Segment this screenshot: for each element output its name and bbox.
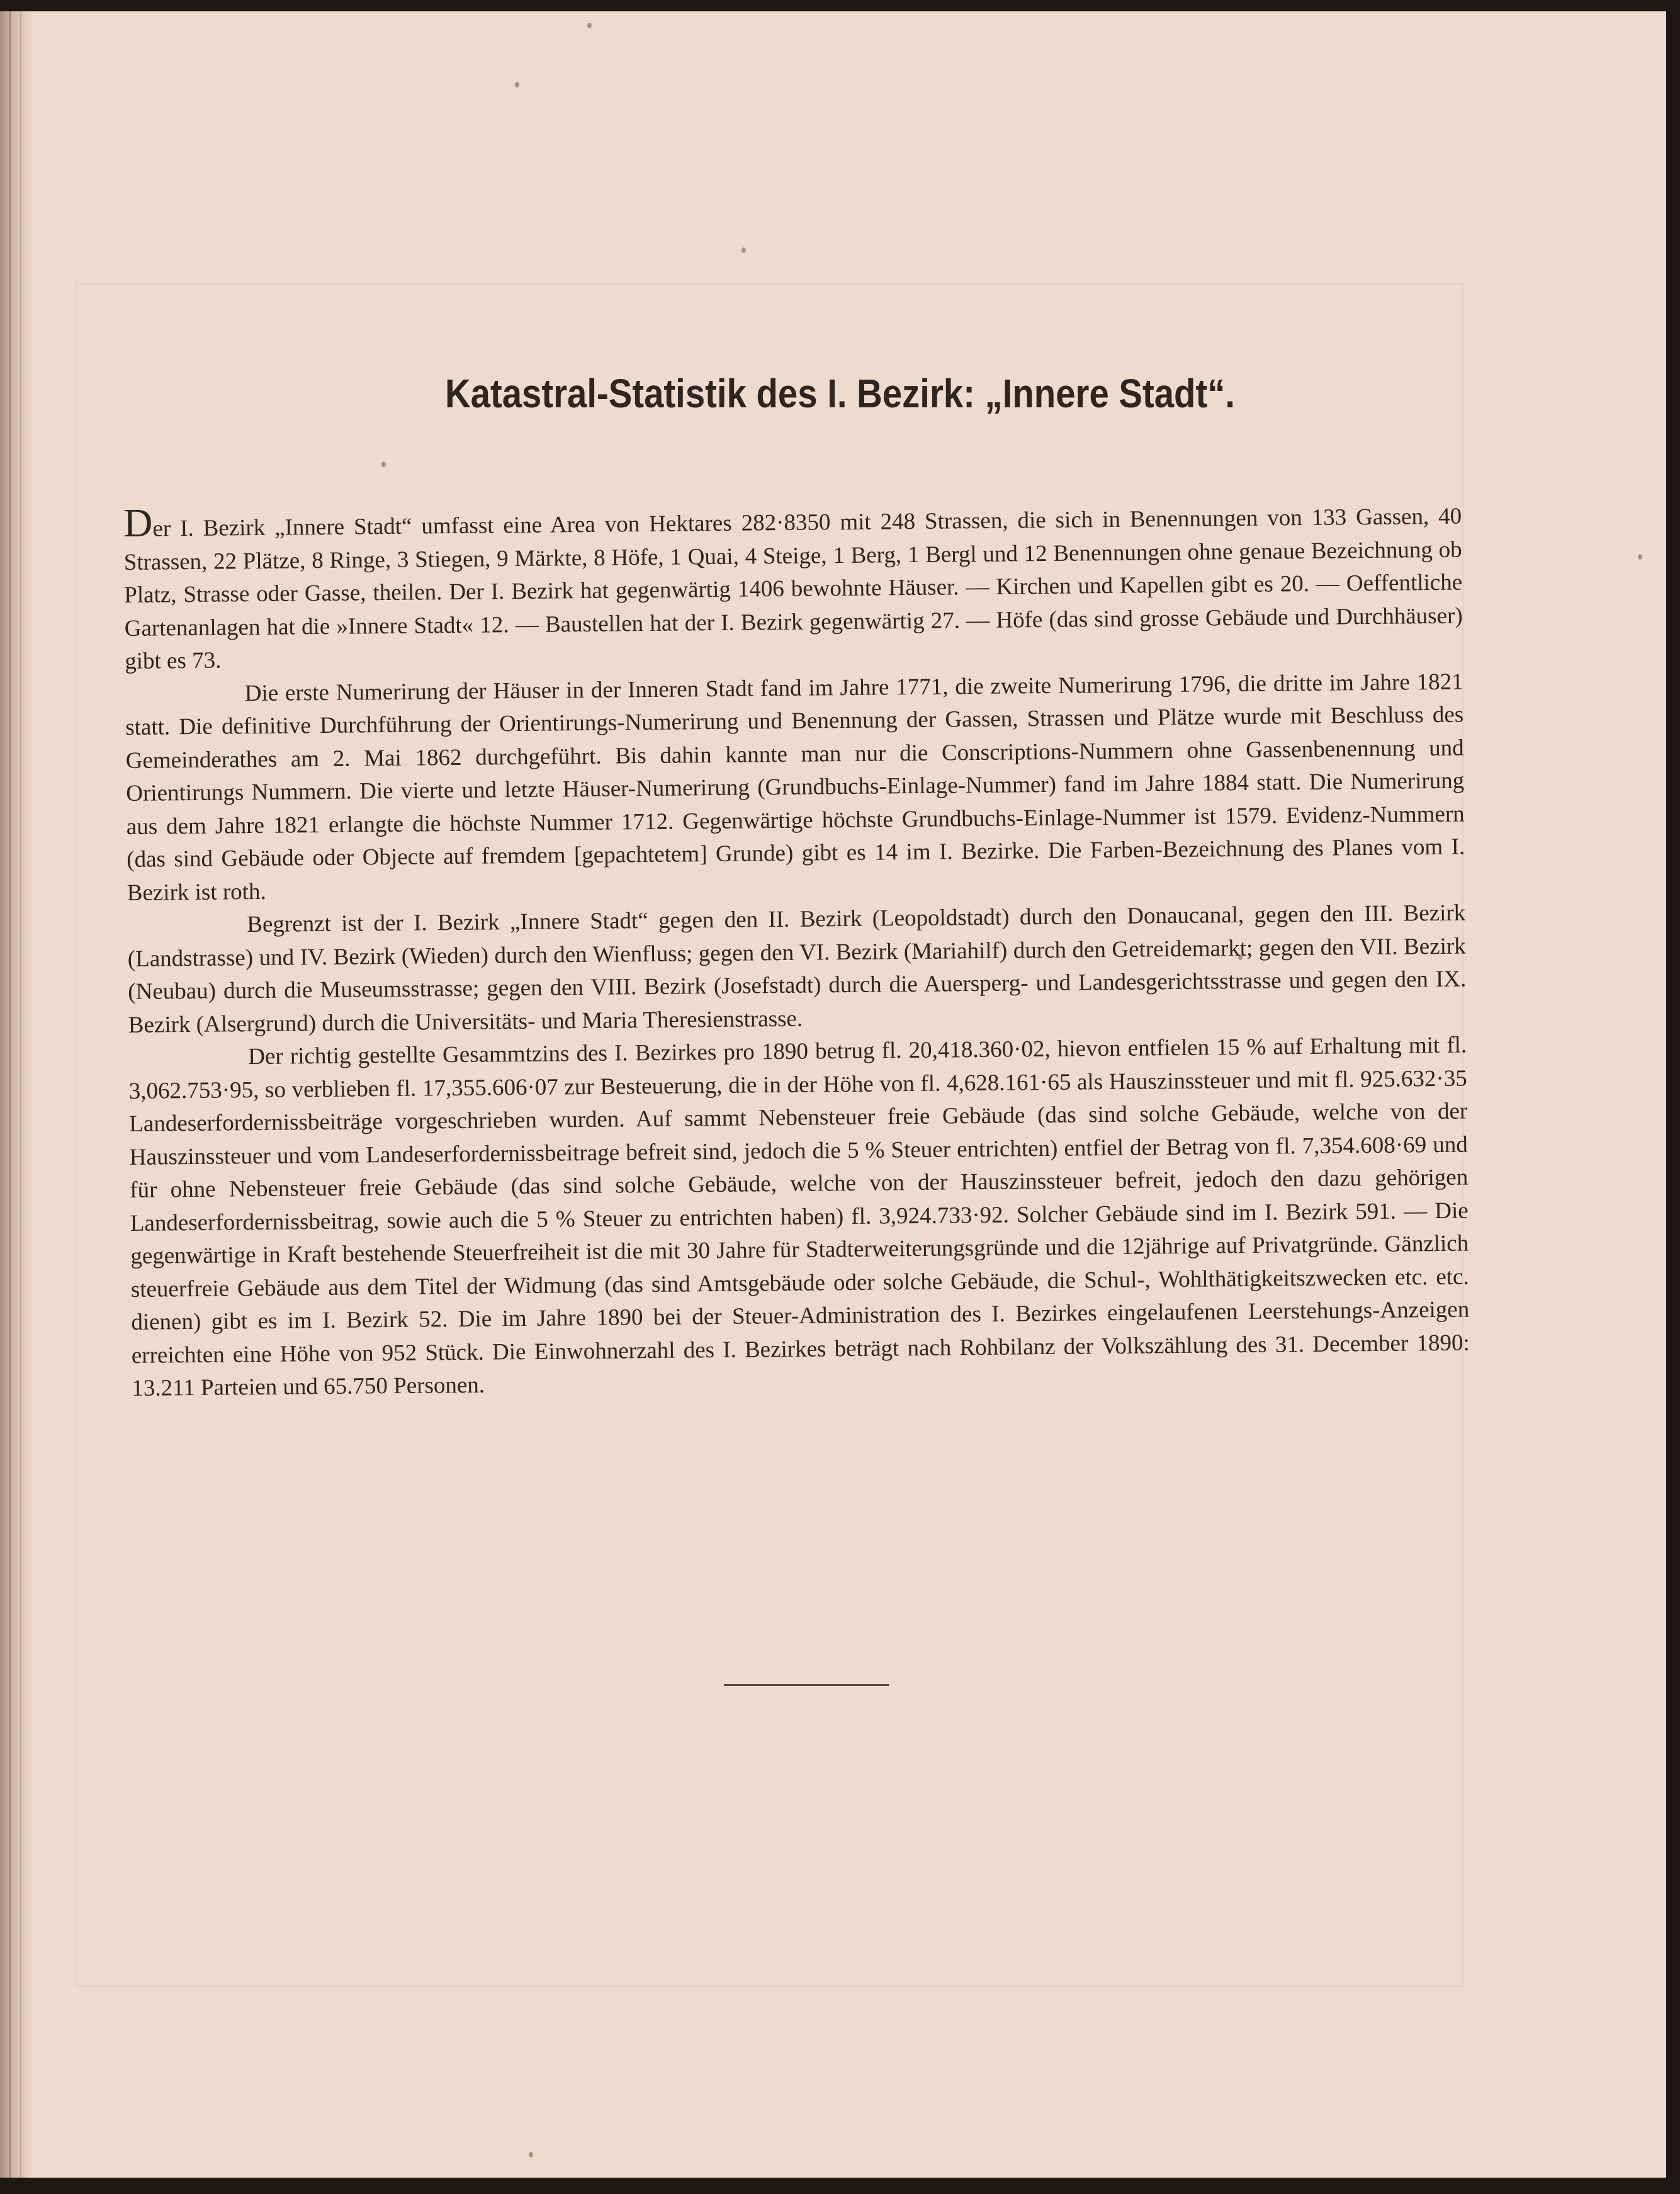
paper-speck: [529, 2152, 533, 2157]
paragraph-text: Begrenzt ist der I. Bezirk „Innere Stadt“ gegen den II. Bezirk (Leopoldstadt) durch den Donaucanal, gegen den III. Bezirk (Landstrasse) und IV. Bezirk (Wieden) durch den Wienfluss; gegen den VI. Bezirk (Mariahilf) durch den Getreidemarkt; gegen den VII. Bezirk (Neubau) durch die Museumsstrasse; gegen den VIII. Bezirk (Josefstadt) durch die Auersperg- und Landesgerichtsstrasse und gegen den IX. Bezirk (Alsergrund) durch die Universitäts- und Maria Theresienstrasse.: [127, 900, 1467, 1038]
page-title: Katastral-Statistik des I. Bezirk: „Innere Stadt“.: [444, 371, 1236, 416]
body-text: [123, 500, 1470, 1406]
drop-cap: D: [123, 500, 153, 545]
paragraph-text: Der richtig gestellte Gesammtzins des I. Bezirkes pro 1890 betrug fl. 20,418.360·02, hievon entfielen 15 % auf Erhaltung mit fl. 3,062.753·95, so verblieben fl. 17,355.606·07 zur Besteuerung, die in der Höhe von fl. 4,628.161·65 als Hauszinssteuer und mit fl. 925.632·35 Landeserfordernissbeiträge vorgeschrieben wurden. Auf sammt Nebensteuer freie Gebäude (das sind solche Gebäude, welche von der Hauszinssteuer und vom Landeserfordernissbeitrage befreit sind, jedoch die 5 % Steuer entrichten) entfiel der Betrag von fl. 7,354.608·69 und für ohne Nebensteuer freie Gebäude (das sind solche Gebäude, welche von der Hauszinssteuer befreit, jedoch den dazu gehörigen Landeserfordernissbeitrag, sowie auch die 5 % Steuer zu entrichten haben) fl. 3,924.733·92. Solcher Gebäude sind im I. Bezirk 591. — Die gegenwärtige in Kraft bestehende Steuerfreiheit ist die mit 30 Jahre für Stadterweiterungsgründe und die 12jährige auf Privatgründe. Gänzlich steuerfreie Gebäude aus dem Titel der Widmung (das sind Amtsgebäude oder solche Gebäude, die Schul-, Wohlthätigkeitszwecken etc. etc. dienen) gibt es im I. Bezirk 52. Die im Jahre 1890 bei der Steuer-Administration des I. Bezirkes eingelaufenen Leerstehungs-Anzeigen erreichten eine Höhe von 952 Stück. Die Einwohnerzahl des I. Bezirkes beträgt nach Rohbilanz der Volkszählung des 31. December 1890: 13.211 Parteien und 65.750 Personen.: [128, 1032, 1470, 1401]
paragraph-text: Die erste Numerirung der Häuser in der Inneren Stadt fand im Jahre 1771, die zweite Numerirung 1796, die dritte im Jahre 1821 statt. Die definitive Durchführung der Orientirungs-Numerirung und Benennung der Gassen, Strassen und Plätze wurde mit Beschluss des Gemeinderathes am 2. Mai 1862 durchgeführt. Bis dahin kannte man nur die Conscriptions-Nummern ohne Gassenbenennung und Orientirungs Nummern. Die vierte und letzte Häuser-Numerirung (Grundbuchs-Einlage-Nummer) fand im Jahre 1884 statt. Die Numerirung aus dem Jahre 1821 erlangte die höchste Nummer 1712. Gegenwärtige höchste Grundbuchs-Einlage-Nummer ist 1579. Evidenz-Nummern (das sind Gebäude oder Objecte auf fremdem [gepachtetem] Grunde) gibt es 14 im I. Bezirke. Die Farben-Bezeichnung des Planes vom I. Bezirk ist roth.: [125, 669, 1465, 906]
paper-speck: [587, 23, 592, 28]
paragraph-4: [128, 1029, 1470, 1406]
paper-speck: [381, 461, 386, 467]
paper-speck: [515, 82, 519, 88]
page-spine: [0, 0, 34, 2194]
spine-crease: [9, 0, 11, 2194]
scan-border-bottom: [0, 2178, 1680, 2194]
paragraph-2: [125, 665, 1465, 910]
spine-crease-inner: [20, 0, 21, 2194]
paper-speck: [741, 247, 746, 253]
paragraph-3: [127, 897, 1467, 1042]
paragraph-text: er I. Bezirk „Innere Stadt“ umfasst eine Area von Hektares 282·8350 mit 248 Strassen, die sich in Benennungen von 133 Gassen, 40 Strassen, 22 Plätze, 8 Ringe, 3 Stiegen, 9 Märkte, 8 Höfe, 1 Quai, 4 Steige, 1 Berg, 1 Bergl und 12 Benennungen ohne genaue Bezeichnung ob Platz, Strasse oder Gasse, theilen. Der I. Bezirk hat gegenwärtig 1406 bewohnte Häuser. — Kirchen und Kapellen gibt es 20. — Oeffentliche Gartenanlagen hat die »Innere Stadt« 12. — Baustellen hat der I. Bezirk gegenwärtig 27. — Höfe (das sind grosse Gebäude und Durchhäuser) gibt es 73.: [123, 503, 1463, 674]
scan-border-top: [0, 0, 1680, 11]
scan-border-right: [1666, 0, 1680, 2194]
paper-speck: [1638, 554, 1642, 560]
paragraph-1: [123, 500, 1463, 679]
section-divider: [724, 1684, 889, 1686]
